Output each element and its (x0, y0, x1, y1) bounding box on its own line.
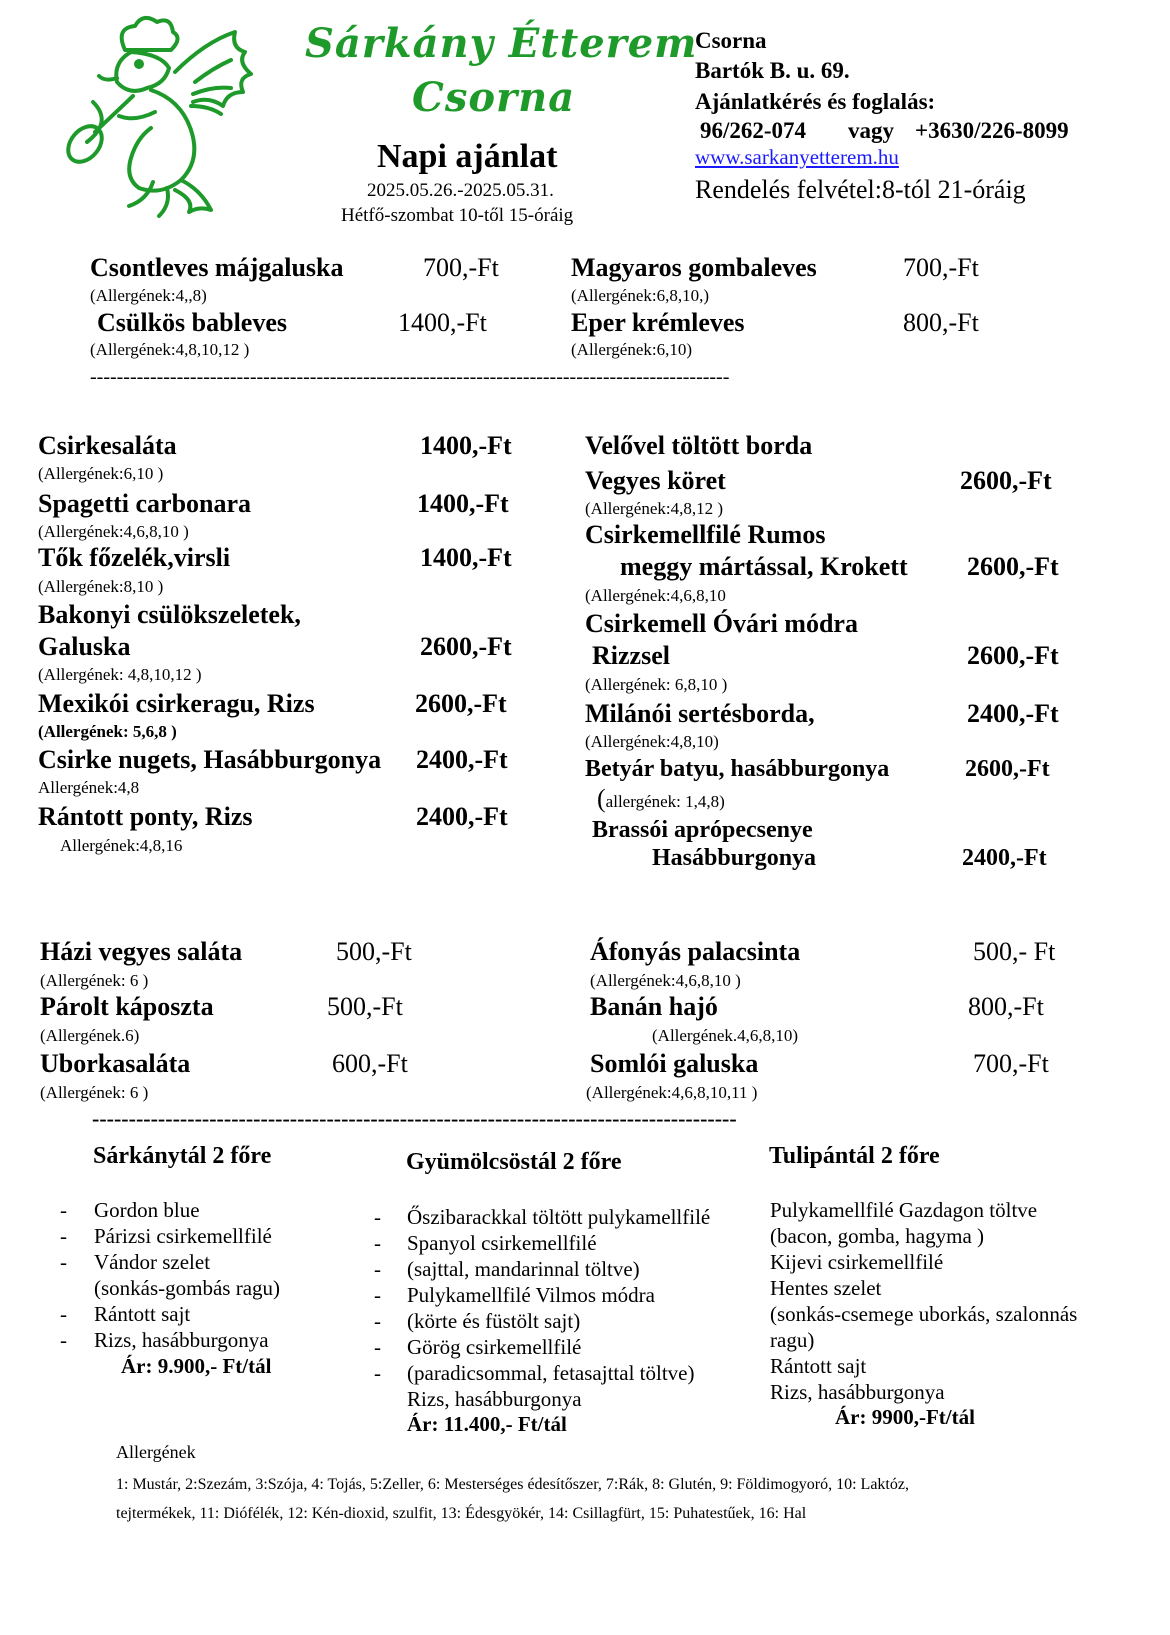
platter-dash: - (60, 1302, 67, 1326)
platter-price: Ár: 9.900,- Ft/tál (121, 1354, 272, 1378)
platter-price: Ár: 11.400,- Ft/tál (407, 1412, 567, 1436)
platter-dash: - (60, 1198, 67, 1222)
offer-dates: 2025.05.26.-2025.05.31. (367, 180, 554, 201)
main-price: 2600,-Ft (420, 632, 512, 661)
offer-hours: Hétfő-szombat 10-től 15-óráig (341, 205, 574, 226)
platter-item: (bacon, gomba, hagyma ) (770, 1224, 985, 1248)
main-name: Rizzsel (592, 641, 670, 670)
platter-dash: - (60, 1328, 67, 1352)
contact-phone-2[interactable]: +3630/226-8099 (915, 118, 1069, 143)
main-name: Brassói aprópecsenye (592, 817, 813, 843)
restaurant-city: Csorna (412, 74, 576, 121)
main-name: Mexikói csirkeragu, Rizs (38, 689, 315, 718)
platter-item: Rizs, hasábburgonya (94, 1328, 269, 1352)
main-price: 2400,-Ft (967, 699, 1059, 728)
platter-item: ragu) (770, 1328, 815, 1352)
platter-item: Pulykamellfilé Gazdagon töltve (770, 1198, 1038, 1222)
platter-price: Ár: 9900,-Ft/tál (835, 1405, 975, 1429)
contact-booking-label: Ajánlatkérés és foglalás: (695, 89, 936, 114)
platter-item: (sonkás-gombás ragu) (94, 1276, 281, 1300)
main-allergens: (Allergének:6,10 ) (38, 464, 164, 483)
allergen-list: allergének: 1,4,8) (605, 792, 725, 811)
platter-item: (körte és füstölt sajt) (407, 1309, 581, 1333)
soup-allergens: (Allergének:4,8,10,12 ) (90, 340, 250, 359)
dragon-chef-icon (55, 12, 285, 227)
main-price: 1400,-Ft (420, 543, 512, 572)
main-name: Bakonyi csülökszeletek, (38, 600, 301, 629)
dessert-allergens: (Allergének.4,6,8,10) (652, 1026, 799, 1045)
main-allergens: (Allergének:4,8,12 ) (585, 499, 724, 518)
allergen-paren: ( (597, 784, 606, 813)
soup-name: Csülkös bableves (97, 308, 287, 337)
platter-dash: - (374, 1361, 381, 1385)
contact-address: Bartók B. u. 69. (695, 58, 850, 83)
main-name: Milánói sertésborda, (585, 699, 815, 728)
side-allergens: (Allergének: 6 ) (40, 971, 149, 990)
main-name: Betyár batyu, hasábburgonya (585, 756, 890, 782)
platter-title: Gyümölcsöstál 2 főre (406, 1149, 622, 1175)
platter-item: Pulykamellfilé Vilmos módra (407, 1283, 655, 1307)
allergen-legend-line: tejtermékek, 11: Diófélék, 12: Kén-dioxid, szulfit, 13: Édesgyökér, 14: Csillagfürt, 15: Puhatestűek, 16: Hal (116, 1505, 807, 1522)
main-allergens: (Allergének:4,6,8,10 (585, 586, 726, 605)
main-name: Rántott ponty, Rizs (38, 802, 253, 831)
soup-allergens: (Allergének:6,8,10,) (571, 286, 710, 305)
main-price: 2600,-Ft (960, 466, 1052, 495)
dessert-price: 500,- Ft (973, 937, 1056, 966)
main-price: 2600,-Ft (967, 641, 1059, 670)
dessert-name: Banán hajó (590, 992, 718, 1021)
main-name: meggy mártással, Krokett (620, 552, 908, 581)
main-allergens: (Allergének: 5,6,8 ) (38, 722, 177, 741)
main-price: 2400,-Ft (962, 845, 1047, 871)
side-price: 600,-Ft (332, 1049, 408, 1078)
dessert-price: 800,-Ft (968, 992, 1044, 1021)
platter-dash: - (60, 1250, 67, 1274)
platter-title: Sárkánytál 2 főre (93, 1143, 272, 1169)
side-allergens: (Allergének: 6 ) (40, 1083, 149, 1102)
main-name: Tők főzelék,virsli (38, 543, 231, 572)
main-price: 2400,-Ft (416, 802, 508, 831)
main-name: Csirkemellfilé Rumos (585, 520, 826, 549)
dessert-allergens: (Allergének:4,6,8,10 ) (590, 971, 741, 990)
main-allergens: (Allergének: 4,8,10,12 ) (38, 665, 202, 684)
platter-dash: - (374, 1257, 381, 1281)
platter-item: Rántott sajt (94, 1302, 191, 1326)
platter-item: Vándor szelet (94, 1250, 211, 1274)
main-allergens (597, 784, 725, 814)
main-name: Vegyes köret (585, 466, 726, 495)
main-price: 2600,-Ft (967, 552, 1059, 581)
side-allergens: (Allergének.6) (40, 1026, 140, 1045)
platter-item: Rizs, hasábburgonya (770, 1380, 945, 1404)
main-allergens: (Allergének: 6,8,10 ) (585, 675, 728, 694)
platter-dash: - (374, 1335, 381, 1359)
soup-price: 1400,-Ft (398, 308, 487, 337)
platter-item: (sajttal, mandarinnal töltve) (407, 1257, 640, 1281)
soup-price: 800,-Ft (903, 308, 979, 337)
allergen-legend-title: Allergének (116, 1442, 196, 1462)
divider: ---------------------------------------------------------------------------------------- (92, 1106, 737, 1131)
contact-phone-1[interactable]: 96/262-074 (700, 118, 807, 143)
platter-item: Őszibarackkal töltött pulykamellfilé (407, 1205, 711, 1229)
main-name: Spagetti carbonara (38, 489, 252, 518)
platter-item: (paradicsommal, fetasajttal töltve) (407, 1361, 695, 1385)
platter-title: Tulipántál 2 főre (769, 1143, 940, 1169)
soup-price: 700,-Ft (423, 253, 499, 282)
main-name: Csirke nugets, Hasábburgonya (38, 745, 382, 774)
main-allergens: (Allergének:8,10 ) (38, 577, 164, 596)
soup-allergens: (Allergének:6,10) (571, 340, 693, 359)
main-price: 2600,-Ft (965, 756, 1050, 782)
platter-item: (sonkás-csemege uborkás, szalonnás (770, 1302, 1078, 1326)
contact-city: Csorna (695, 28, 767, 53)
platter-item: Kijevi csirkemellfilé (770, 1250, 944, 1274)
side-name: Párolt káposzta (40, 992, 214, 1021)
dessert-allergens: (Allergének:4,6,8,10,11 ) (586, 1083, 758, 1102)
soup-name: Csontleves májgaluska (90, 253, 344, 282)
main-price: 1400,-Ft (417, 489, 509, 518)
main-allergens: Allergének:4,8 (38, 778, 140, 797)
platter-dash: - (374, 1283, 381, 1307)
soup-name: Magyaros gombaleves (571, 253, 817, 282)
soup-name: Eper krémleves (571, 308, 745, 337)
dessert-price: 700,-Ft (973, 1049, 1049, 1078)
side-price: 500,-Ft (327, 992, 403, 1021)
restaurant-name: Sárkány Étterem (305, 20, 698, 67)
main-price: 2600,-Ft (415, 689, 507, 718)
platter-item: Gordon blue (94, 1198, 200, 1222)
platter-item: Görög csirkemellfilé (407, 1335, 582, 1359)
side-name: Házi vegyes saláta (40, 937, 243, 966)
dragon-logo-svg (55, 12, 285, 227)
divider: ------------------------------------------------------------------------------------------------ (90, 366, 730, 388)
main-price: 2400,-Ft (416, 745, 508, 774)
daily-offer-title: Napi ajánlat (377, 138, 558, 175)
main-name: Hasábburgonya (652, 845, 817, 871)
side-price: 500,-Ft (336, 937, 412, 966)
platter-dash: - (374, 1309, 381, 1333)
main-name: Csirkemell Óvári módra (585, 609, 858, 638)
allergen-legend-line: 1: Mustár, 2:Szezám, 3:Szója, 4: Tojás, 5:Zeller, 6: Mesterséges édesítőszer, 7:Rák, 8: Glutén, 9: Földimogyoró, 10: Laktóz, (116, 1476, 909, 1493)
main-price: 1400,-Ft (420, 431, 512, 460)
main-name: Galuska (38, 632, 131, 661)
main-allergens: (Allergének:4,6,8,10 ) (38, 522, 189, 541)
order-hours: Rendelés felvétel:8-tól 21-óráig (695, 175, 1026, 204)
platter-item: Rántott sajt (770, 1354, 867, 1378)
main-allergens: (Allergének:4,8,10) (585, 732, 719, 751)
platter-item: Hentes szelet (770, 1276, 882, 1300)
website-link[interactable]: www.sarkanyetterem.hu (695, 145, 899, 169)
main-name: Velővel töltött borda (585, 431, 813, 460)
main-name: Csirkesaláta (38, 431, 177, 460)
platter-dash: - (60, 1224, 67, 1248)
soup-allergens: (Allergének:4,,8) (90, 286, 207, 305)
platter-dash: - (374, 1205, 381, 1229)
dessert-name: Somlói galuska (590, 1049, 759, 1078)
platter-item: Spanyol csirkemellfilé (407, 1231, 597, 1255)
side-name: Uborkasaláta (40, 1049, 191, 1078)
soup-price: 700,-Ft (903, 253, 979, 282)
platter-item: Rizs, hasábburgonya (407, 1387, 582, 1411)
platter-dash: - (374, 1231, 381, 1255)
contact-or: vagy (848, 118, 894, 143)
platter-item: Párizsi csirkemellfilé (94, 1224, 272, 1248)
main-allergens: Allergének:4,8,16 (60, 836, 183, 855)
dessert-name: Áfonyás palacsinta (590, 937, 801, 966)
